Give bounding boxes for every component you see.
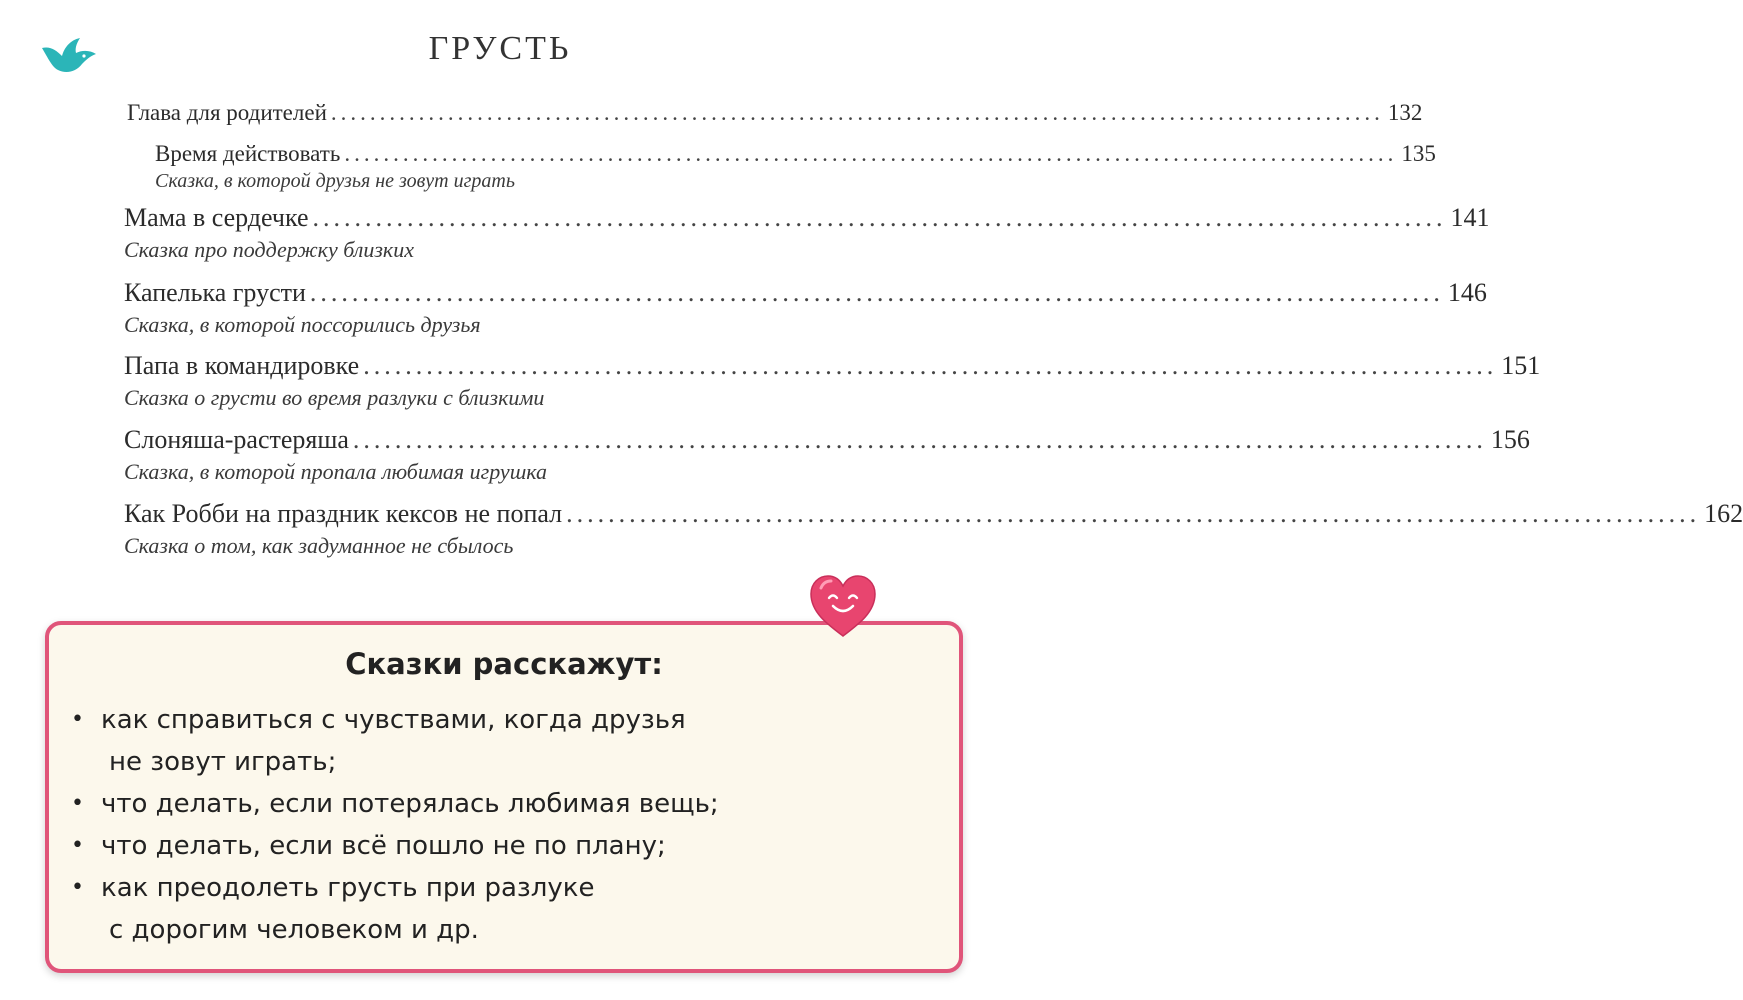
info-box — [45, 621, 963, 973]
toc-page-number: 141 — [1450, 203, 1490, 232]
bullet-icon: • — [71, 707, 84, 732]
toc-dot-leader: ............................................................................................................ — [330, 100, 1384, 125]
toc-entry[interactable] — [127, 100, 1423, 126]
list-item-text: что делать, если всё пошло не по плану; — [101, 831, 666, 861]
toc-dot-leader: ............................................................................................................ — [566, 499, 1701, 528]
toc-entry-subtitle: Сказка про поддержку близких — [124, 237, 414, 262]
toc-entry-subtitle: Сказка, в которой поссорились друзья — [124, 312, 481, 337]
toc-entry[interactable] — [124, 278, 1487, 338]
list-item-text-continued: с дорогим человеком и др. — [109, 915, 479, 945]
list-item-text: что делать, если потерялась любимая вещь; — [101, 789, 719, 819]
list-item — [71, 825, 931, 867]
toc-dot-leader: ............................................................................................................ — [363, 351, 1498, 380]
toc-page-number: 162 — [1704, 499, 1743, 528]
list-item-text: как справиться с чувствами, когда друзья — [101, 705, 686, 735]
toc-entry-title: Мама в сердечке — [124, 203, 309, 232]
toc-page-number: 135 — [1401, 141, 1436, 166]
toc-entry-title: Капелька грусти — [124, 278, 306, 307]
toc-entry[interactable] — [155, 141, 1436, 193]
smiling-heart-icon — [807, 572, 879, 640]
toc-page-number: 132 — [1387, 100, 1423, 125]
toc-dot-leader: ............................................................................................................ — [312, 203, 1447, 232]
toc-page-number: 151 — [1501, 351, 1541, 380]
toc-dot-leader: ............................................................................................................ — [352, 425, 1487, 454]
toc-entry-title: Слоняша-растеряша — [124, 425, 349, 454]
toc-entry-subtitle: Сказка о том, как задуманное не сбылось — [124, 533, 514, 558]
toc-entry-subtitle: Сказка, в которой пропала любимая игрушка — [124, 459, 548, 484]
bullet-icon: • — [71, 875, 84, 900]
toc-entry[interactable] — [124, 351, 1541, 411]
list-item — [71, 699, 931, 783]
list-item-text: как преодолеть грусть при разлуке — [101, 873, 595, 903]
toc-entry[interactable] — [124, 203, 1490, 263]
toc-page-number: 146 — [1447, 278, 1487, 307]
toc-dot-leader: ............................................................................................................ — [309, 278, 1444, 307]
toc-entry[interactable] — [124, 499, 1743, 559]
toc-entry-title: Время действовать — [155, 141, 341, 166]
info-box-title: Сказки расскажут: — [345, 647, 663, 681]
toc-page-number: 156 — [1490, 425, 1530, 454]
toc-entry-subtitle: Сказка, в которой друзья не зовут играть — [155, 170, 515, 192]
list-item — [71, 783, 931, 825]
page-title: ГРУСТЬ — [428, 30, 572, 67]
toc-entry[interactable] — [124, 425, 1530, 485]
toc-entry-title: Глава для родителей — [127, 100, 327, 125]
list-item-text-continued: не зовут играть; — [109, 747, 337, 777]
list-item — [71, 867, 931, 951]
toc-entry-subtitle: Сказка о грусти во время разлуки с близкими — [124, 385, 545, 410]
info-list — [71, 699, 931, 951]
bullet-icon: • — [71, 791, 84, 816]
toc-entry-title: Папа в командировке — [124, 351, 360, 380]
toc-dot-leader: ............................................................................................................ — [344, 141, 1398, 166]
bullet-icon: • — [71, 833, 84, 858]
toc-entry-title: Как Робби на праздник кексов не попал — [124, 499, 563, 528]
